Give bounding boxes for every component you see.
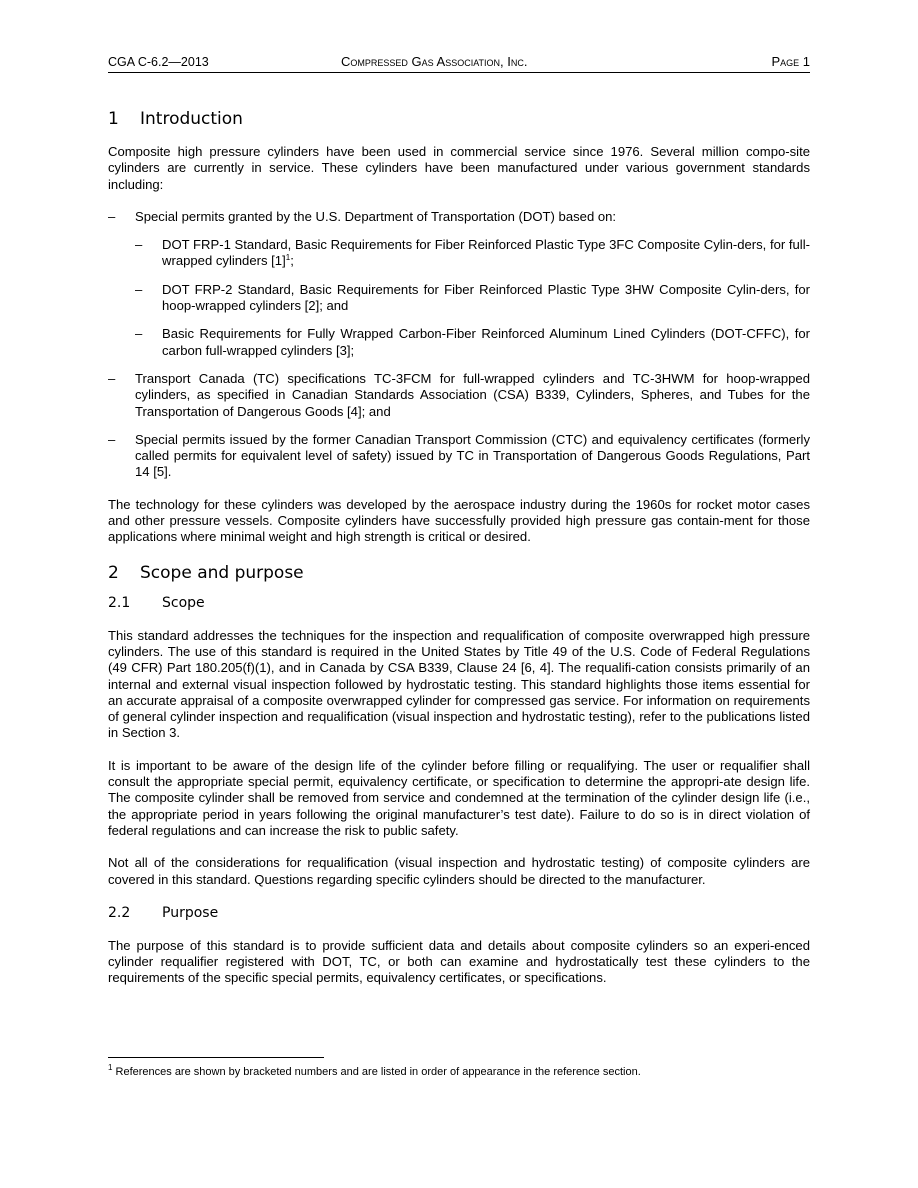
dash-bullet: – xyxy=(108,208,116,224)
footnote-reference[interactable]: 1 xyxy=(285,253,291,263)
sublist-item-end: ; xyxy=(290,253,294,269)
footnote-divider xyxy=(108,1057,324,1058)
dash-bullet: – xyxy=(135,281,143,297)
dash-bullet: – xyxy=(108,431,116,447)
purpose-paragraph-1: The purpose of this standard is to provide sufficient data and details about composite cylinders so an experi-enced cylinder requalifier registered with DOT, TC, or both can examine and hydrostatically test these cylinders to the requirements of the specific special permits, equivalency certificates, or specifications. xyxy=(108,937,810,986)
list-item-text: Transport Canada (TC) specifications TC-3FCM for full-wrapped cylinders and TC-3HWM for hoop-wrapped cylinders, as specified in Canadian Standards Association (CSA) B339, Cylinders, Spheres, and Tubes for the Transportation of Dangerous Goods [4]; and xyxy=(135,370,810,419)
section-number: 2 xyxy=(108,562,119,583)
page-number-text: Page 1 xyxy=(771,54,810,69)
document-code: CGA C-6.2—2013 xyxy=(108,55,209,69)
footnote-mark: 1 xyxy=(108,1063,113,1072)
dot-standards-sublist xyxy=(135,237,810,359)
publisher-name xyxy=(341,54,527,71)
scope-paragraph-3: Not all of the considerations for requalification (visual inspection and hydrostatic testing) of composite cylinders are covered in this standard. Questions regarding specific cylinders should be directed to the manufacturer. xyxy=(108,855,810,887)
publisher-name-text: Compressed Gas Association, Inc. xyxy=(341,54,528,69)
subsection-title: Purpose xyxy=(162,904,219,921)
subsection-heading-purpose xyxy=(108,904,810,922)
list-item-text: Special permits issued by the former Canadian Transport Commission (CTC) and equivalency certificates (formerly called permits for equivalent level of safety) issued by TC in Transportation of Dangerous Goods Regulations, Part 14 [5]. xyxy=(135,431,810,480)
scope-paragraph-1: This standard addresses the techniques for the inspection and requalification of composite overwrapped high pressure cylinders. The use of this standard is required in the United States by Title 49 of the U.S. Code of Federal Regulations (49 CFR) Part 180.205(f)(1), and in Canada by CSA B339, Clause 24 [6, 4]. The requalifi-cation consists primarily of an internal and external visual inspection followed by hydrostatic testing. This standard highlights those items essential for an accurate appraisal of a composite overwrapped cylinder for compressed gas service. For information on requirements of general cylinder inspection and requalification (visual inspection and hydrostatic testing), refer to the publications listed in Section 3. xyxy=(108,627,810,741)
section-title: Scope and purpose xyxy=(140,562,304,583)
section-title: Introduction xyxy=(140,109,243,129)
footnote xyxy=(108,1065,641,1079)
intro-paragraph-2: The technology for these cylinders was developed by the aerospace industry during the 1960s for rocket motor cases and other pressure vessels. Composite cylinders have successfully provided high pressure gas contain-ment for those applications where minimal weight and high strength is critical or desired. xyxy=(108,496,810,545)
scope-paragraph-2: It is important to be aware of the design life of the cylinder before filling or requalifying. The user or requalifier shall consult the appropriate special permit, equivalency certificate, or specification to determine the appropri-ate design life. The composite cylinder shall be removed from service and condemned at the termination of the cylinder design life (i.e., the appropriate period in years following the original manufacturer’s test date). Failure to do so is in direct violation of federal regulations and can increase the risk to public safety. xyxy=(108,757,810,838)
dash-bullet: – xyxy=(135,326,143,342)
standards-list xyxy=(108,209,810,481)
page-number xyxy=(771,54,810,71)
section-heading-scope-purpose xyxy=(108,562,810,584)
subsection-number: 2.2 xyxy=(108,904,131,921)
list-item-text: Special permits granted by the U.S. Department of Transportation (DOT) based on: xyxy=(135,208,617,224)
list-item xyxy=(108,432,810,481)
list-item xyxy=(108,209,810,359)
footnote-text: References are shown by bracketed numbers and are listed in order of appearance in the reference section. xyxy=(112,1066,641,1078)
list-item xyxy=(108,371,810,420)
section-number: 1 xyxy=(108,109,119,129)
sublist-item xyxy=(135,282,810,315)
document-body xyxy=(108,108,810,1003)
dash-bullet: – xyxy=(108,370,116,386)
section-heading-introduction xyxy=(108,108,810,130)
sublist-item-text: Basic Requirements for Fully Wrapped Carbon-Fiber Reinforced Aluminum Lined Cylinders (DOT-CFFC), for carbon full-wrapped cylinders [3]; xyxy=(162,326,810,358)
subsection-heading-scope xyxy=(108,594,810,612)
sublist-item-text: DOT FRP-1 Standard, Basic Requirements for Fiber Reinforced Plastic Type 3FC Composite Cylin-ders, for full-wrapped cylinders [1] xyxy=(162,237,810,269)
subsection-title: Scope xyxy=(162,594,205,611)
dash-bullet: – xyxy=(135,237,143,253)
subsection-number: 2.1 xyxy=(108,594,131,611)
page-header xyxy=(108,54,810,73)
sublist-item xyxy=(135,237,810,270)
sublist-item xyxy=(135,326,810,359)
intro-paragraph-1: Composite high pressure cylinders have been used in commercial service since 1976. Several million compo-site cylinders are currently in service. These cylinders have been manufactured under various government standards including: xyxy=(108,144,810,192)
sublist-item-text: DOT FRP-2 Standard, Basic Requirements for Fiber Reinforced Plastic Type 3HW Composite Cylin-ders, for hoop-wrapped cylinders [2]; and xyxy=(162,281,810,314)
